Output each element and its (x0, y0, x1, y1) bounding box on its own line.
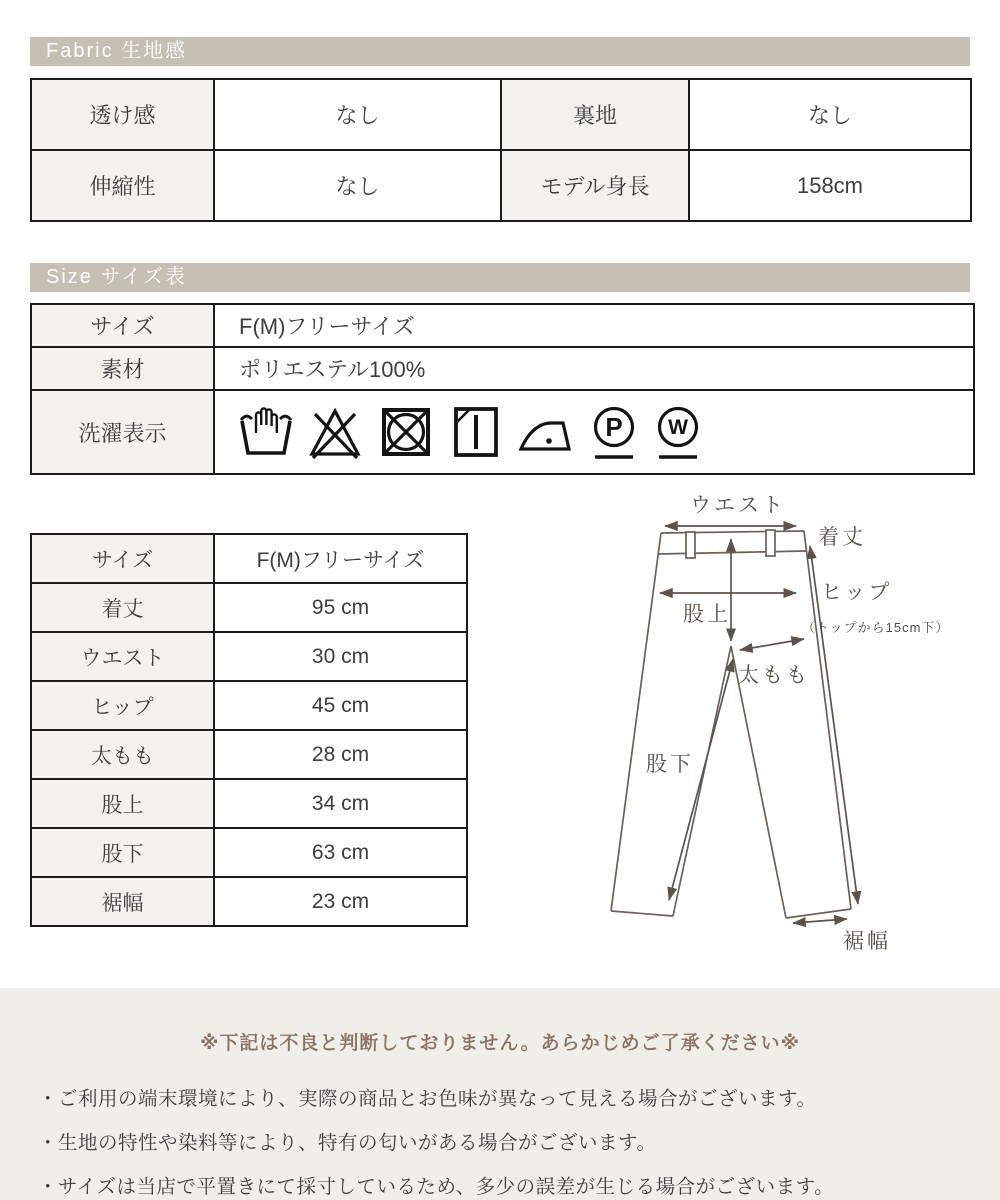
measure-value: 45 cm (214, 681, 467, 730)
table-row (31, 583, 467, 632)
measure-value: 23 cm (214, 877, 467, 926)
svg-text:W: W (668, 416, 688, 439)
do-not-bleach-icon (307, 403, 363, 461)
size-section-header: Size サイズ表 (30, 263, 970, 292)
notice-bullet: ・サイズは当店で平置きにて採寸しているため、多少の誤差が生じる場合がございます。 (38, 1176, 835, 1198)
measure-label: 着丈 (31, 583, 214, 632)
notice-headline: ※下記は不良と判断しておりません。あらかじめご了承ください※ (199, 1033, 801, 1054)
fabric-value: なし (214, 150, 501, 221)
measure-label: 股下 (31, 828, 214, 877)
fabric-label: 裏地 (501, 79, 689, 150)
diagram-label-thigh: 太もも (738, 664, 810, 687)
table-row (31, 304, 974, 347)
table-row (31, 347, 974, 390)
dry-clean-p-icon (589, 403, 639, 461)
size-info-label: 素材 (31, 347, 214, 390)
svg-text:P: P (605, 412, 623, 442)
measurements-table (30, 533, 468, 927)
measure-label: ウエスト (31, 632, 214, 681)
fabric-label: モデル身長 (501, 150, 689, 221)
measure-value: 28 cm (214, 730, 467, 779)
fabric-section-header: Fabric 生地感 (30, 37, 970, 66)
fabric-value: なし (214, 79, 501, 150)
notice-bullet: ・生地の特性や染料等により、特有の匂いがある場合がございます。 (38, 1132, 657, 1154)
measure-value: 63 cm (214, 828, 467, 877)
table-row (31, 632, 467, 681)
fabric-label: 伸縮性 (31, 150, 214, 221)
diagram-label-hip-note: （トップから15cm下） (802, 620, 950, 635)
measure-value: 95 cm (214, 583, 467, 632)
fabric-value: 158cm (689, 150, 971, 221)
measure-label: 太もも (31, 730, 214, 779)
diagram-label-inseam: 股下 (646, 753, 694, 776)
size-info-label: サイズ (31, 304, 214, 347)
measure-label: 股上 (31, 779, 214, 828)
fabric-value: なし (689, 79, 971, 150)
iron-low-heat-icon (517, 403, 575, 461)
diagram-label-length: 着丈 (818, 526, 866, 549)
diagram-label-hem: 裾幅 (843, 930, 891, 953)
size-info-value: F(M)フリーサイズ (214, 304, 974, 347)
measure-value: 30 cm (214, 632, 467, 681)
measure-label: 裾幅 (31, 877, 214, 926)
line-dry-in-shade-icon (449, 403, 503, 461)
care-symbols-label: 洗濯表示 (31, 390, 214, 474)
measure-label: サイズ (31, 534, 214, 583)
table-row (31, 877, 467, 926)
hand-wash-icon (239, 403, 293, 461)
table-row (31, 681, 467, 730)
measure-value: 34 cm (214, 779, 467, 828)
size-info-table (30, 303, 975, 475)
diagram-label-rise: 股上 (683, 603, 731, 626)
table-row (31, 730, 467, 779)
table-row (31, 79, 971, 150)
measure-label: ヒップ (31, 681, 214, 730)
care-symbols-cell (214, 390, 974, 474)
care-symbols-row (239, 403, 973, 461)
table-row (31, 534, 467, 583)
fabric-label: 透け感 (31, 79, 214, 150)
table-row (31, 390, 974, 474)
table-row (31, 779, 467, 828)
measure-value: F(M)フリーサイズ (214, 534, 467, 583)
size-info-value: ポリエステル100% (214, 347, 974, 390)
notice-bullets (0, 1077, 1000, 1200)
table-row (31, 828, 467, 877)
table-row (31, 150, 971, 221)
fabric-table (30, 78, 972, 222)
pants-measurement-diagram (588, 486, 980, 970)
notice-bullet: ・ご利用の端末環境により、実際の商品とお色味が異なって見える場合がございます。 (38, 1088, 817, 1110)
diagram-label-hip: ヒップ (821, 581, 893, 604)
do-not-tumble-dry-icon (377, 403, 435, 461)
diagram-label-waist: ウエスト (690, 494, 786, 517)
wet-clean-w-icon (653, 403, 703, 461)
notice-section (0, 988, 1000, 1200)
